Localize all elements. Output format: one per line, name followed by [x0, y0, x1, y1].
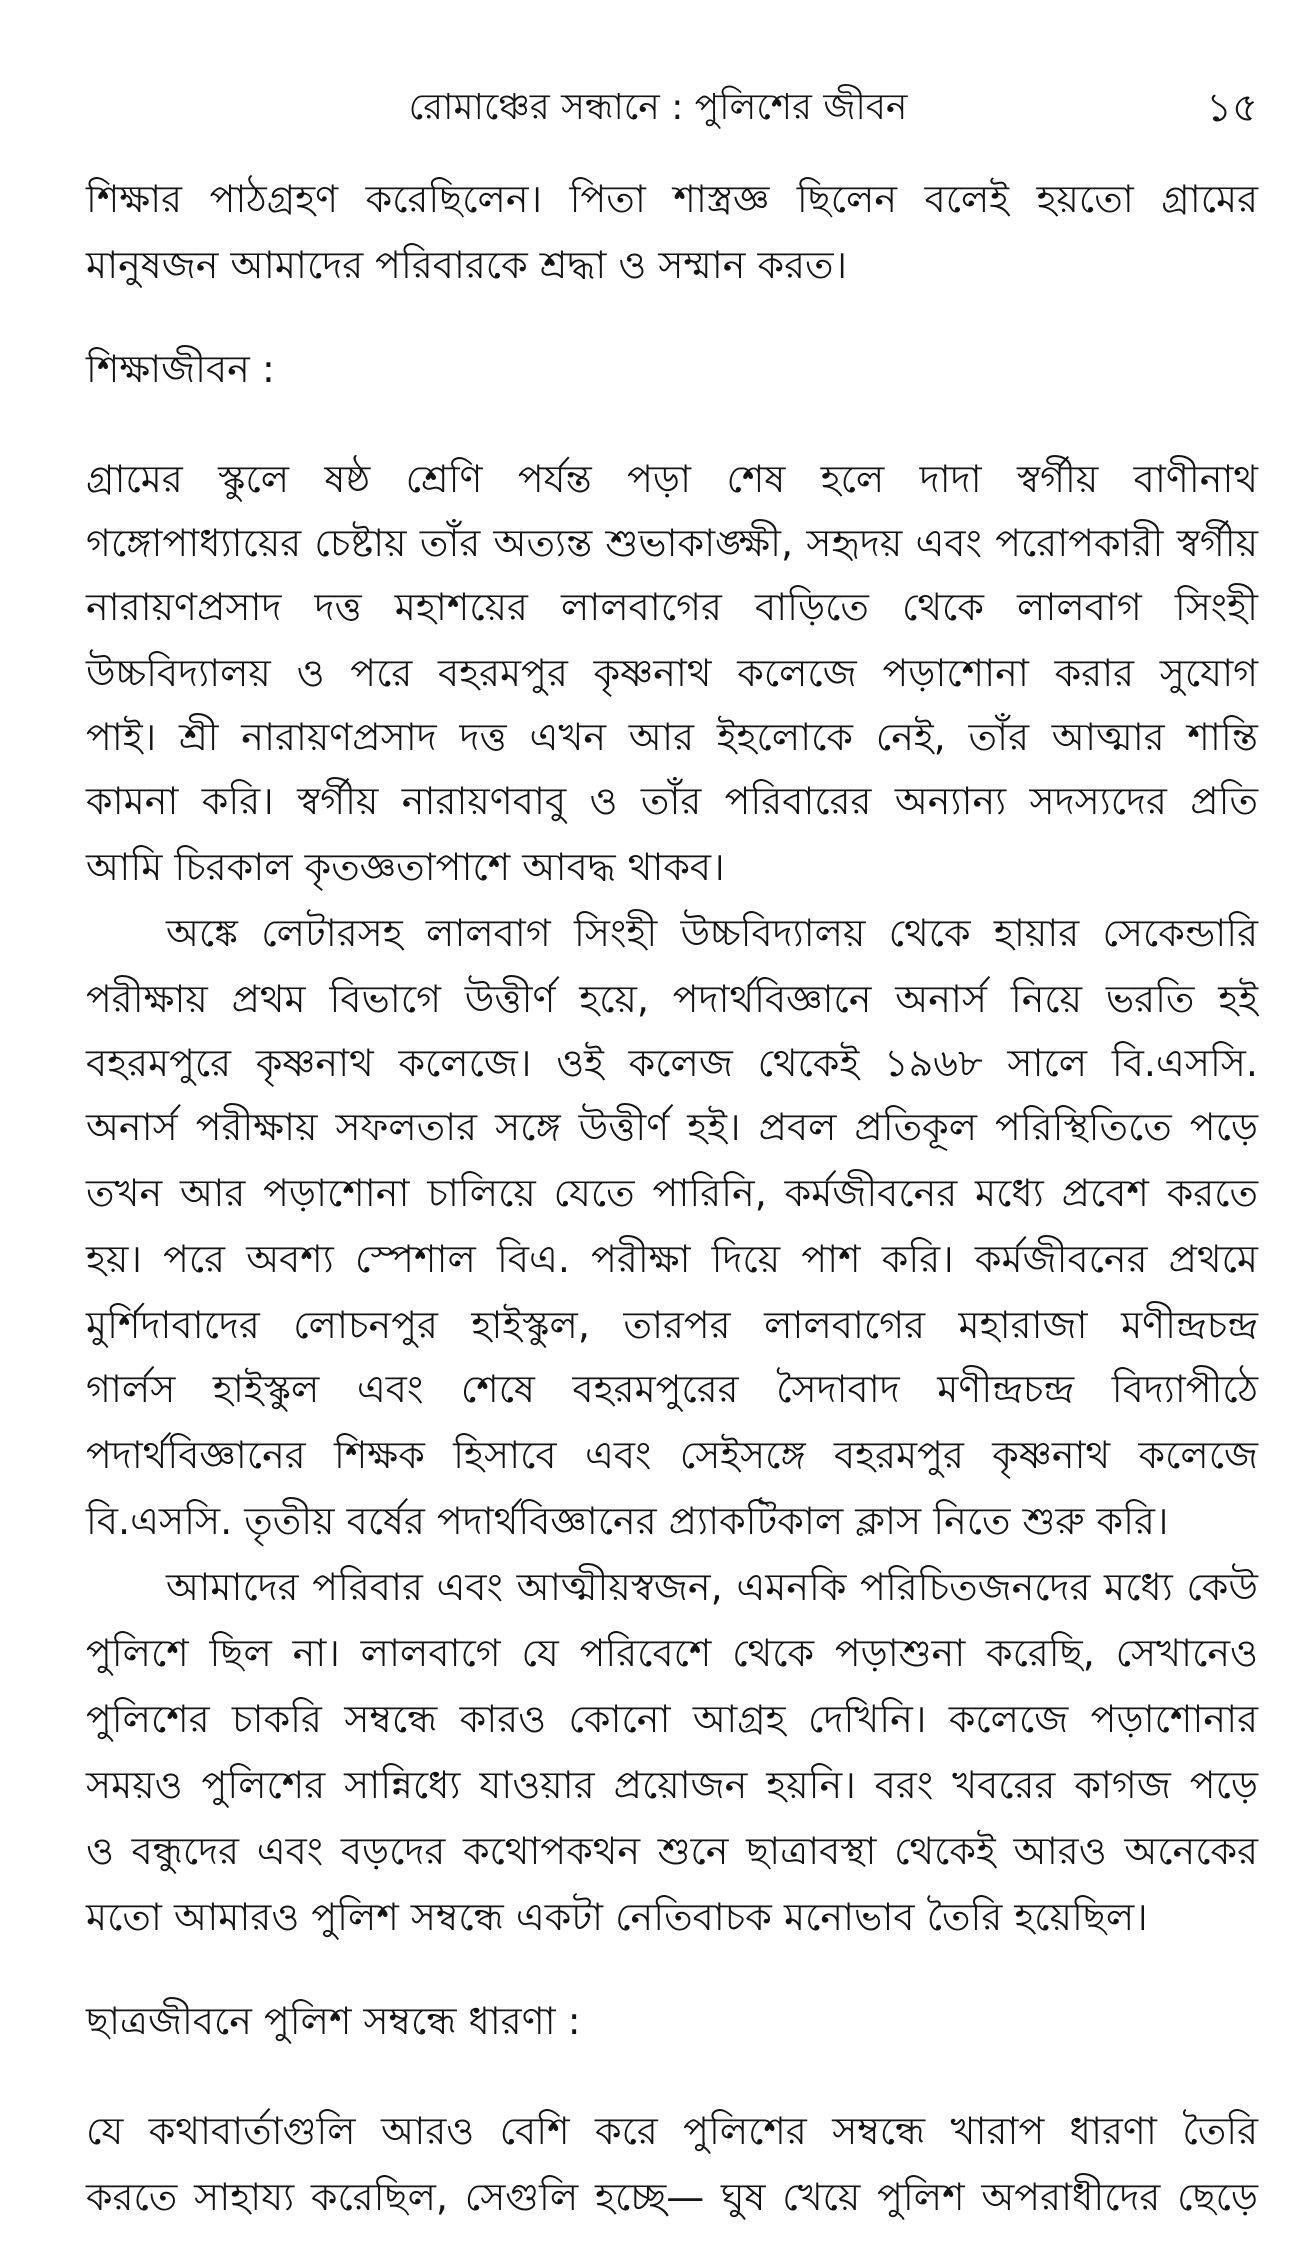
text-line: গ্রামের স্কুলে ষষ্ঠ শ্রেণি পর্যন্ত পড়া শেষ হলে দাদা স্বর্গীয় বাণীনাথ	[86, 457, 1258, 501]
text-line: অনার্স পরীক্ষায় সফলতার সঙ্গে উত্তীর্ণ হই। প্রবল প্রতিকূল পরিস্থিতিতে পড়ে	[86, 1105, 1258, 1149]
text-line: যে কথাবার্তাগুলি আরও বেশি করে পুলিশের সম্বন্ধে খারাপ ধারণা তৈরি	[86, 2109, 1258, 2153]
text-line: আমাদের পরিবার এবং আত্মীয়স্বজন, এমনকি পরিচিতজনদের মধ্যে কেউ	[166, 1565, 1258, 1609]
text-line: নারায়ণপ্রসাদ দত্ত মহাশয়ের লালবাগের বাড়িতে থেকে লালবাগ সিংহী	[86, 585, 1258, 629]
section-heading: শিক্ষাজীবন :	[86, 347, 275, 391]
page-number: ১৫	[1206, 85, 1258, 131]
text-line: গঙ্গোপাধ্যায়ের চেষ্টায় তাঁর অত্যন্ত শুভাকাঙ্ক্ষী, সহৃদয় এবং পরোপকারী স্বর্গীয়	[86, 521, 1258, 565]
running-title: রোমাঞ্চের সন্ধানে : পুলিশের জীবন	[408, 87, 908, 128]
text-line: আমি চিরকাল কৃতজ্ঞতাপাশে আবদ্ধ থাকব।	[86, 845, 725, 889]
text-line: শিক্ষার পাঠগ্রহণ করেছিলেন। পিতা শাস্ত্রজ্ঞ ছিলেন বলেই হয়তো গ্রামের	[86, 177, 1258, 221]
running-header	[0, 78, 1316, 138]
text-line: অঙ্কে লেটারসহ লালবাগ সিংহী উচ্চবিদ্যালয় থেকে হায়ার সেকেন্ডারি	[166, 911, 1258, 955]
section-heading: ছাত্রজীবনে পুলিশ সম্বন্ধে ধারণা :	[86, 1999, 581, 2043]
text-line: মতো আমারও পুলিশ সম্বন্ধে একটা নেতিবাচক মনোভাব তৈরি হয়েছিল।	[86, 1895, 1148, 1939]
text-line: পুলিশের চাকরি সম্বন্ধে কারও কোনো আগ্রহ দেখিনি। কলেজে পড়াশোনার	[86, 1697, 1258, 1741]
text-line: মুর্শিদাবাদের লোচনপুর হাইস্কুল, তারপর লালবাগের মহারাজা মণীন্দ্রচন্দ্র	[86, 1303, 1258, 1347]
text-line: তখন আর পড়াশোনা চালিয়ে যেতে পারিনি, কর্মজীবনের মধ্যে প্রবেশ করতে	[86, 1171, 1258, 1215]
text-line: ও বন্ধুদের এবং বড়দের কথোপকথন শুনে ছাত্রাবস্থা থেকেই আরও অনেকের	[86, 1829, 1258, 1873]
text-line: সময়ও পুলিশের সান্নিধ্যে যাওয়ার প্রয়োজন হয়নি। বরং খবরের কাগজ পড়ে	[86, 1763, 1258, 1807]
text-line: পাই। শ্রী নারায়ণপ্রসাদ দত্ত এখন আর ইহলোকে নেই, তাঁর আত্মার শান্তি	[86, 715, 1258, 759]
text-line: বি.এসসি. তৃতীয় বর্ষের পদার্থবিজ্ঞানের প্র্যাকটিকাল ক্লাস নিতে শুরু করি।	[86, 1499, 1169, 1543]
text-line: উচ্চবিদ্যালয় ও পরে বহরমপুর কৃষ্ণনাথ কলেজে পড়াশোনা করার সুযোগ	[86, 651, 1258, 695]
text-line: করতে সাহায্য করেছিল, সেগুলি হচ্ছে— ঘুষ খেয়ে পুলিশ অপরাধীদের ছেড়ে	[86, 2175, 1258, 2219]
text-line: পরীক্ষায় প্রথম বিভাগে উত্তীর্ণ হয়ে, পদার্থবিজ্ঞানে অনার্স নিয়ে ভরতি হই	[86, 977, 1258, 1021]
text-line: হয়। পরে অবশ্য স্পেশাল বিএ. পরীক্ষা দিয়ে পাশ করি। কর্মজীবনের প্রথমে	[86, 1237, 1258, 1281]
text-line: কামনা করি। স্বর্গীয় নারায়ণবাবু ও তাঁর পরিবারের অন্যান্য সদস্যদের প্রতি	[86, 779, 1258, 823]
text-line: মানুষজন আমাদের পরিবারকে শ্রদ্ধা ও সম্মান করত।	[86, 243, 848, 287]
text-line: গার্লস হাইস্কুল এবং শেষে বহরমপুরের সৈদাবাদ মণীন্দ্রচন্দ্র বিদ্যাপীঠে	[86, 1367, 1258, 1411]
text-line: পদার্থবিজ্ঞানের শিক্ষক হিসাবে এবং সেইসঙ্গে বহরমপুর কৃষ্ণনাথ কলেজে	[86, 1433, 1258, 1477]
text-line: বহরমপুরে কৃষ্ণনাথ কলেজে। ওই কলেজ থেকেই ১৯৬৮ সালে বি.এসসি.	[86, 1041, 1258, 1085]
text-line: পুলিশে ছিল না। লালবাগে যে পরিবেশে থেকে পড়াশুনা করেছি, সেখানেও	[86, 1631, 1258, 1675]
